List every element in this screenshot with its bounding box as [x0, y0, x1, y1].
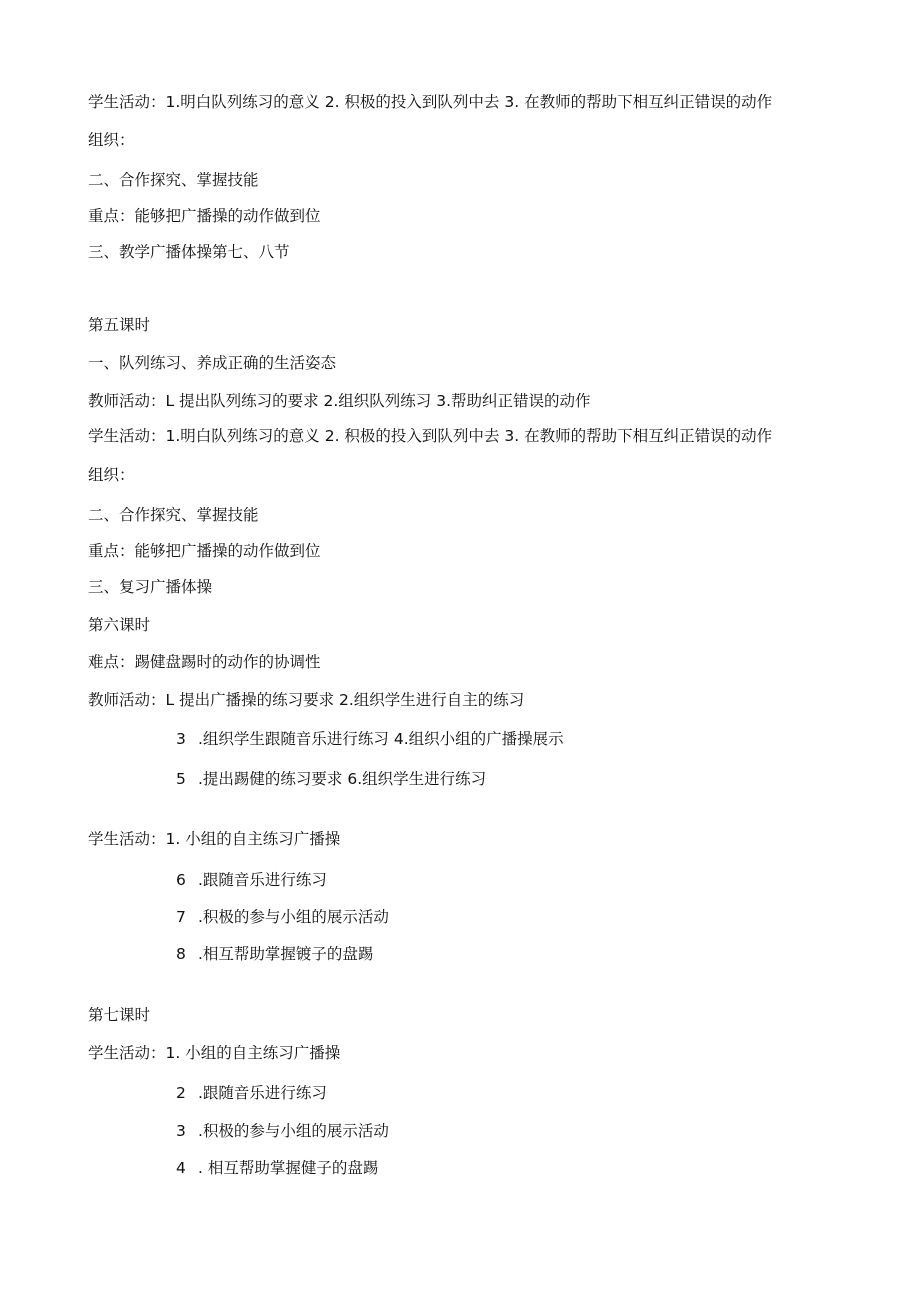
list-item — [176, 1158, 378, 1178]
list-item-number: 7 — [176, 908, 186, 926]
list-item — [176, 729, 564, 749]
paragraph-line: 学生活动：1.明白队列练习的意义 2. 积极的投入到队列中去 3. 在教师的帮助下相互纠正错误的动作 — [88, 427, 773, 445]
list-item-text: .组织学生跟随音乐进行练习 4.组织小组的广播操展示 — [198, 730, 564, 748]
list-item-number: 2 — [176, 1084, 186, 1102]
paragraph-line: 重点：能够把广播操的动作做到位 — [88, 207, 321, 225]
list-item — [176, 944, 373, 964]
list-item-number: 4 — [176, 1159, 186, 1177]
list-item-number: 6 — [176, 871, 186, 889]
paragraph-line: 组织： — [88, 466, 135, 484]
list-item — [176, 870, 327, 890]
list-item-text: .跟随音乐进行练习 — [198, 871, 327, 889]
list-item-text: .提出踢健的练习要求 6.组织学生进行练习 — [198, 770, 487, 788]
list-item-text: .积极的参与小组的展示活动 — [198, 908, 389, 926]
lesson-title: 第五课时 — [88, 316, 151, 334]
paragraph-line: 学生活动：1. 小组的自主练习广播操 — [88, 830, 341, 848]
list-item-number: 3 — [176, 730, 186, 748]
list-item-number: 8 — [176, 945, 186, 963]
list-item — [176, 1121, 389, 1141]
paragraph-line: 学生活动：1.明白队列练习的意义 2. 积极的投入到队列中去 3. 在教师的帮助下相互纠正错误的动作 — [88, 93, 773, 111]
section-heading: 三、复习广播体操 — [88, 578, 213, 596]
paragraph-line: 组织： — [88, 131, 135, 149]
list-item — [176, 769, 486, 789]
list-item-text: .积极的参与小组的展示活动 — [198, 1122, 389, 1140]
section-heading: 二、合作探究、掌握技能 — [88, 506, 259, 524]
list-item-number: 5 — [176, 770, 186, 788]
paragraph-line: 教师活动：L 提出队列练习的要求 2.组织队列练习 3.帮助纠正错误的动作 — [88, 392, 591, 410]
list-item-number: 3 — [176, 1122, 186, 1140]
paragraph-line: 重点：能够把广播操的动作做到位 — [88, 542, 321, 560]
list-item — [176, 1083, 327, 1103]
lesson-title: 第七课时 — [88, 1006, 151, 1024]
list-item-text: .相互帮助掌握镀子的盘踢 — [198, 945, 374, 963]
section-heading: 一、队列练习、养成正确的生活姿态 — [88, 354, 337, 372]
paragraph-line: 学生活动：1. 小组的自主练习广播操 — [88, 1044, 341, 1062]
lesson-title: 第六课时 — [88, 616, 151, 634]
list-item-text: .跟随音乐进行练习 — [198, 1084, 327, 1102]
list-item — [176, 907, 389, 927]
section-heading: 二、合作探究、掌握技能 — [88, 171, 259, 189]
paragraph-line: 教师活动：L 提出广播操的练习要求 2.组织学生进行自主的练习 — [88, 691, 525, 709]
paragraph-line: 难点：踢健盘踢时的动作的协调性 — [88, 653, 321, 671]
list-item-text: . 相互帮助掌握健子的盘踢 — [198, 1159, 379, 1177]
section-heading: 三、教学广播体操第七、八节 — [88, 243, 290, 261]
